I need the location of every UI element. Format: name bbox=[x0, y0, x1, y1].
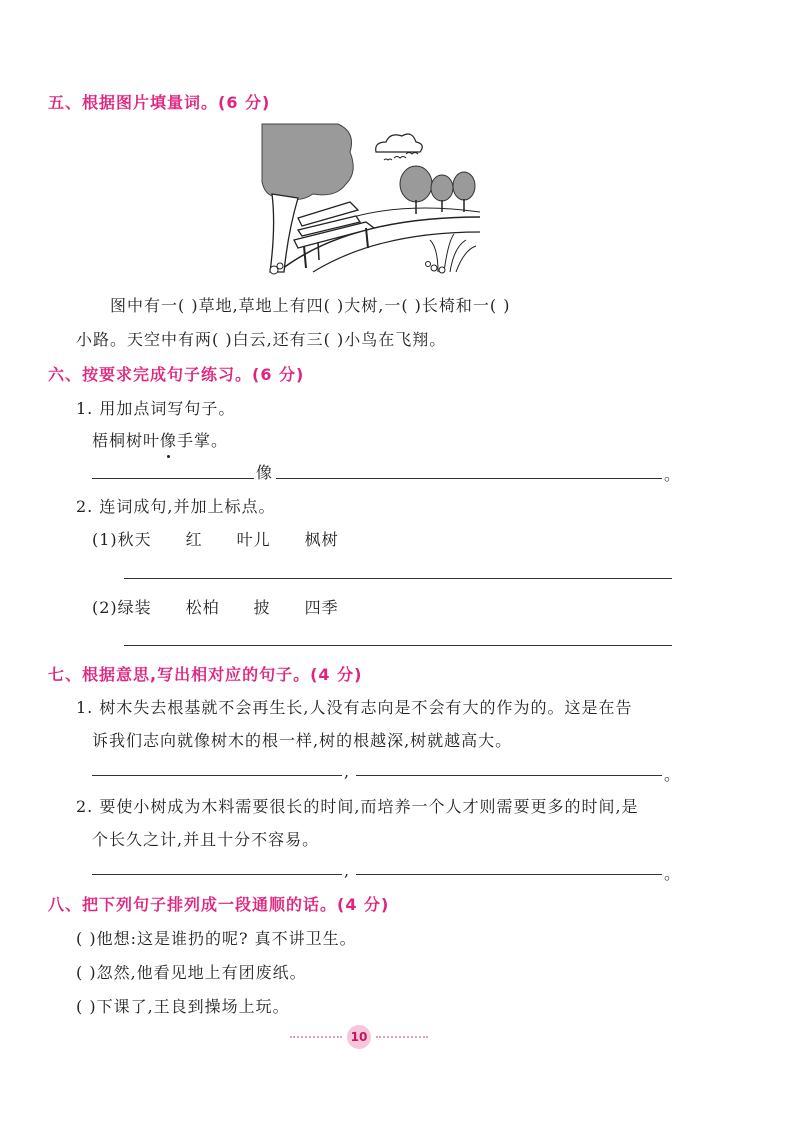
s6-q2-1-words: (1)秋天 红 叶儿 枫树 bbox=[92, 530, 339, 549]
s7-q2-period: 。 bbox=[664, 864, 682, 883]
s7-q1-answer-line-b[interactable] bbox=[356, 775, 662, 776]
section-8-heading: 八、把下列句子排列成一段通顺的话。(4 分) bbox=[48, 895, 390, 914]
s7-q1-line2: 诉我们志向就像树木的根一样,树的根越深,树就越高大。 bbox=[92, 731, 513, 750]
page-number: 10 bbox=[347, 1025, 371, 1049]
s7-q2-comma: , bbox=[344, 861, 351, 880]
park-illustration bbox=[258, 122, 480, 282]
s6-q2-2-answer-line[interactable] bbox=[124, 645, 672, 646]
s5-text-line1: 图中有一( )草地,草地上有四( )大树,一( )长椅和一( ) bbox=[110, 296, 511, 315]
s6-q1-example bbox=[92, 428, 228, 451]
s6-q2-1-answer-line[interactable] bbox=[124, 578, 672, 579]
s6-q1-instruction: 1. 用加点词写句子。 bbox=[76, 399, 236, 418]
s6-q1-end-mark: 。 bbox=[664, 465, 682, 484]
section-7-heading: 七、根据意思,写出相对应的句子。(4 分) bbox=[48, 665, 363, 684]
s7-q1-answer-line-a[interactable] bbox=[92, 775, 342, 776]
s8-item-1: ( )他想:这是谁扔的呢? 真不讲卫生。 bbox=[76, 929, 357, 948]
s6-q2-2-words: (2)绿装 松柏 披 四季 bbox=[92, 598, 339, 617]
s6-q1-answer-line-b[interactable] bbox=[276, 478, 662, 479]
example-pre: 梧桐树叶 bbox=[92, 431, 161, 450]
example-post: 手掌。 bbox=[177, 431, 229, 450]
s7-q1-period: 。 bbox=[664, 765, 682, 784]
s7-q1-comma: , bbox=[344, 762, 351, 781]
section-6-heading: 六、按要求完成句子练习。(6 分) bbox=[48, 365, 305, 384]
section-5-heading: 五、根据图片填量词。(6 分) bbox=[48, 93, 271, 112]
s7-q2-line2: 个长久之计,并且十分不容易。 bbox=[92, 830, 320, 849]
s8-item-3: ( )下课了,王良到操场上玩。 bbox=[76, 997, 290, 1016]
s7-q2-answer-line-a[interactable] bbox=[92, 874, 342, 875]
dotted-word: 像 bbox=[160, 428, 177, 451]
s7-q2-line1: 2. 要使小树成为木料需要很长的时间,而培养一个人才则需要更多的时间,是 bbox=[76, 797, 639, 816]
footer-divider-left bbox=[290, 1036, 342, 1038]
s7-q1-line1: 1. 树木失去根基就不会再生长,人没有志向是不会有大的作为的。这是在告 bbox=[76, 698, 633, 717]
s6-q2-instruction: 2. 连词成句,并加上标点。 bbox=[76, 497, 276, 516]
s5-text-line2: 小路。天空中有两( )白云,还有三( )小鸟在飞翔。 bbox=[76, 330, 447, 349]
s7-q2-answer-line-b[interactable] bbox=[356, 874, 662, 875]
footer-divider-right bbox=[376, 1036, 428, 1038]
s6-q1-fill-word: 像 bbox=[256, 463, 274, 482]
s8-item-2: ( )忽然,他看见地上有团废纸。 bbox=[76, 963, 307, 982]
s6-q1-answer-line-a[interactable] bbox=[92, 478, 254, 479]
